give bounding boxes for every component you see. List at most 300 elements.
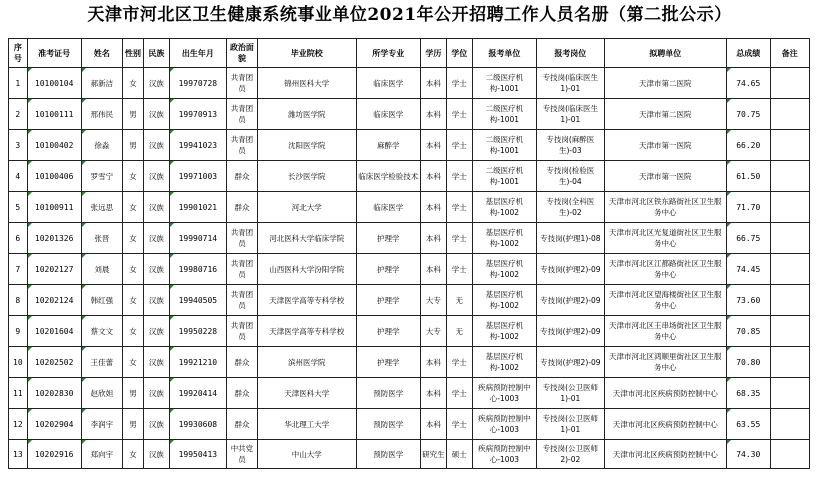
cell-text: 学士 xyxy=(451,202,467,212)
cell-text: 63.55 xyxy=(736,419,761,429)
cell-apply-unit xyxy=(472,316,536,347)
cell-text: 专技岗(全科医生)-02 xyxy=(546,197,595,217)
cell-text: 男 xyxy=(129,109,137,119)
cell-edu xyxy=(420,378,446,409)
cell-text: 临床医学 xyxy=(373,109,404,119)
cell-exam-id xyxy=(27,347,81,378)
column-header: 性别 xyxy=(123,39,144,68)
cell-edu xyxy=(420,223,446,254)
cell-text: 1 xyxy=(15,78,21,88)
cell-remark xyxy=(770,409,809,440)
cell-text: 10202830 xyxy=(34,388,74,398)
cell-text: 专技岗(护理2)-09 xyxy=(540,295,601,305)
cell-text: 10100406 xyxy=(34,171,74,181)
cell-text: 学士 xyxy=(451,78,467,88)
cell-text: 罗雪宁 xyxy=(90,171,114,181)
cell-text: 4 xyxy=(15,171,21,181)
cell-marker-icon xyxy=(82,316,86,320)
cell-birth xyxy=(169,254,226,285)
cell-school xyxy=(258,99,357,130)
cell-text: 74.45 xyxy=(736,264,761,274)
cell-marker-icon xyxy=(82,347,86,351)
cell-text: 74.30 xyxy=(736,449,761,459)
cell-text: 临床医学 xyxy=(373,202,404,212)
cell-text: 女 xyxy=(129,264,137,274)
cell-marker-icon xyxy=(82,254,86,258)
cell-edu xyxy=(420,99,446,130)
cell-marker-icon xyxy=(727,378,731,382)
cell-text: 专技岗(护理2)-09 xyxy=(540,357,601,367)
cell-text: 本科 xyxy=(425,388,441,398)
cell-text: 女 xyxy=(129,295,137,305)
cell-gender xyxy=(123,161,144,192)
cell-text: 天津市河北区铁东路街社区卫生服务中心 xyxy=(608,197,722,217)
cell-remark xyxy=(770,161,809,192)
cell-school xyxy=(258,192,357,223)
cell-position xyxy=(537,192,604,223)
cell-text: 10100911 xyxy=(34,202,74,212)
cell-text: 共青团员 xyxy=(230,135,254,155)
cell-score xyxy=(726,440,770,469)
cell-text: 预防医学 xyxy=(373,449,404,459)
cell-text: 19941023 xyxy=(178,140,218,150)
cell-degree xyxy=(446,130,472,161)
cell-score xyxy=(726,192,770,223)
column-header: 准考证号 xyxy=(27,39,81,68)
cell-score xyxy=(726,409,770,440)
cell-apply-unit xyxy=(472,440,536,469)
cell-edu xyxy=(420,130,446,161)
cell-text: 潍坊医学院 xyxy=(288,109,326,119)
cell-text: 天津医学高等专科学校 xyxy=(269,295,345,305)
cell-text: 无 xyxy=(455,295,464,305)
cell-hire-unit xyxy=(604,223,726,254)
cell-marker-icon xyxy=(170,254,174,258)
column-header: 总成绩 xyxy=(726,39,770,68)
cell-text: 19990714 xyxy=(178,233,218,243)
cell-score xyxy=(726,316,770,347)
cell-text: 女 xyxy=(129,357,137,367)
cell-no xyxy=(9,347,28,378)
cell-text: 二级医疗机构-1001 xyxy=(485,135,524,155)
cell-marker-icon xyxy=(727,254,731,258)
cell-major xyxy=(356,440,420,469)
cell-name xyxy=(81,285,123,316)
cell-text: 天津市河北区疾病预防控制中心 xyxy=(612,449,718,459)
cell-marker-icon xyxy=(82,99,86,103)
cell-edu xyxy=(420,316,446,347)
cell-no xyxy=(9,130,28,161)
cell-position xyxy=(537,68,604,99)
cell-text: 19970913 xyxy=(178,109,218,119)
table-row xyxy=(9,347,810,378)
table-body xyxy=(9,68,810,469)
cell-remark xyxy=(770,192,809,223)
cell-text: 专技岗(护理1)-08 xyxy=(540,233,601,243)
cell-text: 70.75 xyxy=(736,109,761,119)
cell-ethnicity xyxy=(143,347,169,378)
cell-edu xyxy=(420,161,446,192)
cell-text: 张远思 xyxy=(90,202,114,212)
cell-text: 锦州医科大学 xyxy=(284,78,330,88)
cell-text: 学士 xyxy=(451,109,467,119)
cell-birth xyxy=(169,409,226,440)
cell-major xyxy=(356,223,420,254)
cell-school xyxy=(258,68,357,99)
cell-political xyxy=(226,409,257,440)
cell-text: 河北大学 xyxy=(291,202,322,212)
cell-text: 10202502 xyxy=(34,357,74,367)
cell-no xyxy=(9,192,28,223)
cell-text: 5 xyxy=(15,202,21,212)
cell-text: 研究生 xyxy=(422,449,445,459)
cell-exam-id xyxy=(27,316,81,347)
cell-degree xyxy=(446,99,472,130)
cell-text: 天津市第一医院 xyxy=(638,140,692,150)
cell-text: 学士 xyxy=(451,140,467,150)
column-header: 毕业院校 xyxy=(258,39,357,68)
cell-text: 10202124 xyxy=(34,295,74,305)
cell-birth xyxy=(169,347,226,378)
cell-edu xyxy=(420,68,446,99)
cell-marker-icon xyxy=(727,192,731,196)
cell-position xyxy=(537,409,604,440)
cell-text: 19950413 xyxy=(178,449,218,459)
cell-text: 本科 xyxy=(425,264,441,274)
cell-school xyxy=(258,440,357,469)
cell-remark xyxy=(770,285,809,316)
cell-marker-icon xyxy=(170,130,174,134)
cell-text: 天津市河北区鸿顺里街社区卫生服务中心 xyxy=(608,352,722,372)
cell-major xyxy=(356,254,420,285)
cell-text: 19970728 xyxy=(178,78,218,88)
cell-name xyxy=(81,68,123,99)
cell-remark xyxy=(770,99,809,130)
cell-text: 天津医学高等专科学校 xyxy=(269,326,345,336)
cell-major xyxy=(356,316,420,347)
cell-exam-id xyxy=(27,440,81,469)
cell-ethnicity xyxy=(143,378,169,409)
cell-text: 61.50 xyxy=(736,171,761,181)
cell-text: 本科 xyxy=(425,109,441,119)
cell-text: 19980716 xyxy=(178,264,218,274)
roster-table xyxy=(8,38,810,469)
cell-no xyxy=(9,254,28,285)
cell-text: 二级医疗机构-1001 xyxy=(485,166,524,186)
cell-marker-icon xyxy=(170,161,174,165)
cell-marker-icon xyxy=(28,99,32,103)
cell-marker-icon xyxy=(28,440,32,444)
cell-text: 蔡文文 xyxy=(90,326,114,336)
cell-position xyxy=(537,440,604,469)
cell-school xyxy=(258,161,357,192)
cell-text: 学士 xyxy=(451,357,467,367)
cell-score xyxy=(726,347,770,378)
cell-hire-unit xyxy=(604,192,726,223)
column-header: 学历 xyxy=(420,39,446,68)
cell-text: 学士 xyxy=(451,388,467,398)
cell-text: 二级医疗机构-1001 xyxy=(485,73,524,93)
table-row xyxy=(9,254,810,285)
cell-exam-id xyxy=(27,192,81,223)
table-row xyxy=(9,223,810,254)
cell-marker-icon xyxy=(170,223,174,227)
cell-political xyxy=(226,192,257,223)
cell-text: 天津医科大学 xyxy=(284,388,330,398)
cell-ethnicity xyxy=(143,409,169,440)
cell-birth xyxy=(169,440,226,469)
cell-text: 本科 xyxy=(425,233,441,243)
cell-position xyxy=(537,254,604,285)
cell-text: 韩红强 xyxy=(90,295,114,305)
cell-hire-unit xyxy=(604,130,726,161)
column-header: 备注 xyxy=(770,39,809,68)
cell-text: 专技岗(公卫医师2)-02 xyxy=(542,444,599,464)
cell-no xyxy=(9,68,28,99)
cell-school xyxy=(258,254,357,285)
cell-name xyxy=(81,378,123,409)
cell-text: 8 xyxy=(15,295,21,305)
cell-exam-id xyxy=(27,378,81,409)
cell-major xyxy=(356,378,420,409)
cell-apply-unit xyxy=(472,347,536,378)
cell-remark xyxy=(770,316,809,347)
cell-ethnicity xyxy=(143,285,169,316)
cell-birth xyxy=(169,223,226,254)
cell-text: 10 xyxy=(13,357,23,367)
cell-gender xyxy=(123,223,144,254)
cell-text: 学士 xyxy=(451,419,467,429)
cell-gender xyxy=(123,254,144,285)
cell-birth xyxy=(169,192,226,223)
cell-text: 基层医疗机构-1002 xyxy=(485,321,524,341)
cell-text: 本科 xyxy=(425,202,441,212)
cell-ethnicity xyxy=(143,130,169,161)
cell-birth xyxy=(169,161,226,192)
cell-hire-unit xyxy=(604,316,726,347)
cell-position xyxy=(537,378,604,409)
cell-text: 专技岗(检验医生)-04 xyxy=(546,166,595,186)
cell-text: 10201604 xyxy=(34,326,74,336)
cell-marker-icon xyxy=(82,409,86,413)
cell-text: 本科 xyxy=(425,357,441,367)
cell-score xyxy=(726,130,770,161)
column-header: 学位 xyxy=(446,39,472,68)
cell-text: 临床医学 xyxy=(373,78,404,88)
cell-text: 麻醉学 xyxy=(376,140,400,150)
cell-text: 女 xyxy=(129,233,137,243)
cell-political xyxy=(226,347,257,378)
cell-name xyxy=(81,254,123,285)
cell-marker-icon xyxy=(170,440,174,444)
cell-position xyxy=(537,285,604,316)
cell-degree xyxy=(446,223,472,254)
cell-text: 汉族 xyxy=(148,233,164,243)
cell-text: 学士 xyxy=(451,233,467,243)
cell-marker-icon xyxy=(82,223,86,227)
table-row xyxy=(9,161,810,192)
cell-no xyxy=(9,99,28,130)
column-header: 报考单位 xyxy=(472,39,536,68)
cell-hire-unit xyxy=(604,254,726,285)
cell-school xyxy=(258,285,357,316)
cell-exam-id xyxy=(27,99,81,130)
cell-text: 二级医疗机构-1001 xyxy=(485,104,524,124)
cell-text: 大专 xyxy=(425,326,441,336)
cell-gender xyxy=(123,440,144,469)
cell-text: 护理学 xyxy=(376,326,400,336)
cell-marker-icon xyxy=(82,161,86,165)
cell-hire-unit xyxy=(604,409,726,440)
cell-ethnicity xyxy=(143,440,169,469)
cell-text: 天津市河北区光复道街社区卫生服务中心 xyxy=(608,228,722,248)
cell-text: 天津市第二医院 xyxy=(638,109,692,119)
cell-school xyxy=(258,316,357,347)
cell-text: 9 xyxy=(15,326,21,336)
cell-political xyxy=(226,285,257,316)
cell-text: 19940505 xyxy=(178,295,218,305)
cell-marker-icon xyxy=(28,347,32,351)
cell-remark xyxy=(770,254,809,285)
cell-hire-unit xyxy=(604,68,726,99)
cell-text: 汉族 xyxy=(148,202,164,212)
cell-ethnicity xyxy=(143,223,169,254)
cell-text: 无 xyxy=(455,326,464,336)
cell-text: 护理学 xyxy=(376,264,400,274)
cell-text: 10100104 xyxy=(34,78,74,88)
cell-marker-icon xyxy=(170,68,174,72)
cell-text: 专技岗(公卫医师1)-01 xyxy=(542,414,599,434)
cell-text: 疾病预防控制中心-1003 xyxy=(478,444,531,464)
cell-degree xyxy=(446,254,472,285)
column-header: 拟聘单位 xyxy=(604,39,726,68)
cell-edu xyxy=(420,347,446,378)
cell-gender xyxy=(123,409,144,440)
cell-edu xyxy=(420,254,446,285)
cell-text: 汉族 xyxy=(148,109,164,119)
cell-text: 汉族 xyxy=(148,78,164,88)
cell-major xyxy=(356,285,420,316)
cell-text: 护理学 xyxy=(376,233,400,243)
cell-text: 女 xyxy=(129,326,137,336)
cell-gender xyxy=(123,347,144,378)
cell-text: 学士 xyxy=(451,171,467,181)
cell-political xyxy=(226,378,257,409)
cell-apply-unit xyxy=(472,285,536,316)
cell-position xyxy=(537,223,604,254)
cell-text: 11 xyxy=(13,388,23,398)
cell-position xyxy=(537,347,604,378)
cell-score xyxy=(726,68,770,99)
cell-exam-id xyxy=(27,254,81,285)
cell-edu xyxy=(420,285,446,316)
cell-political xyxy=(226,130,257,161)
cell-text: 群众 xyxy=(234,357,250,367)
cell-marker-icon xyxy=(727,409,731,413)
cell-ethnicity xyxy=(143,316,169,347)
cell-degree xyxy=(446,440,472,469)
cell-text: 群众 xyxy=(234,388,250,398)
cell-text: 天津市第二医院 xyxy=(638,78,692,88)
cell-name xyxy=(81,192,123,223)
cell-edu xyxy=(420,409,446,440)
cell-text: 汉族 xyxy=(148,264,164,274)
cell-text: 天津市河北区江都路街社区卫生服务中心 xyxy=(608,259,722,279)
cell-marker-icon xyxy=(28,161,32,165)
cell-text: 张晋 xyxy=(94,233,110,243)
cell-exam-id xyxy=(27,223,81,254)
cell-political xyxy=(226,254,257,285)
cell-marker-icon xyxy=(82,285,86,289)
cell-marker-icon xyxy=(727,99,731,103)
cell-text: 华北理工大学 xyxy=(284,419,330,429)
cell-hire-unit xyxy=(604,378,726,409)
cell-marker-icon xyxy=(170,347,174,351)
cell-marker-icon xyxy=(28,409,32,413)
cell-marker-icon xyxy=(28,285,32,289)
cell-text: 刘晨 xyxy=(94,264,110,274)
cell-major xyxy=(356,68,420,99)
cell-exam-id xyxy=(27,130,81,161)
cell-text: 本科 xyxy=(425,78,441,88)
cell-marker-icon xyxy=(170,99,174,103)
cell-marker-icon xyxy=(28,254,32,258)
cell-birth xyxy=(169,316,226,347)
cell-marker-icon xyxy=(170,378,174,382)
table-row xyxy=(9,316,810,347)
cell-no xyxy=(9,161,28,192)
cell-major xyxy=(356,99,420,130)
cell-text: 66.20 xyxy=(736,140,761,150)
cell-text: 汉族 xyxy=(148,419,164,429)
cell-gender xyxy=(123,378,144,409)
cell-name xyxy=(81,347,123,378)
cell-text: 大专 xyxy=(425,295,441,305)
cell-marker-icon xyxy=(727,285,731,289)
cell-text: 王佳蕾 xyxy=(90,357,114,367)
table-row xyxy=(9,409,810,440)
cell-birth xyxy=(169,68,226,99)
cell-marker-icon xyxy=(170,192,174,196)
column-header: 政治面貌 xyxy=(226,39,257,68)
cell-marker-icon xyxy=(727,347,731,351)
cell-text: 李润宇 xyxy=(90,419,114,429)
cell-exam-id xyxy=(27,161,81,192)
cell-hire-unit xyxy=(604,99,726,130)
cell-text: 专技岗(护理2)-09 xyxy=(540,326,601,336)
cell-text: 10100111 xyxy=(34,109,74,119)
cell-gender xyxy=(123,130,144,161)
cell-text: 长沙医学院 xyxy=(288,171,326,181)
cell-school xyxy=(258,378,357,409)
column-header: 姓名 xyxy=(81,39,123,68)
cell-degree xyxy=(446,316,472,347)
cell-marker-icon xyxy=(727,316,731,320)
cell-text: 天津市河北区疾病预防控制中心 xyxy=(612,419,718,429)
cell-name xyxy=(81,223,123,254)
cell-text: 3 xyxy=(15,140,21,150)
cell-text: 本科 xyxy=(425,140,441,150)
cell-position xyxy=(537,161,604,192)
cell-text: 护理学 xyxy=(376,295,400,305)
cell-apply-unit xyxy=(472,254,536,285)
column-header: 序号 xyxy=(9,39,28,68)
cell-score xyxy=(726,254,770,285)
cell-text: 10202916 xyxy=(34,449,74,459)
cell-degree xyxy=(446,161,472,192)
cell-gender xyxy=(123,316,144,347)
cell-marker-icon xyxy=(727,223,731,227)
